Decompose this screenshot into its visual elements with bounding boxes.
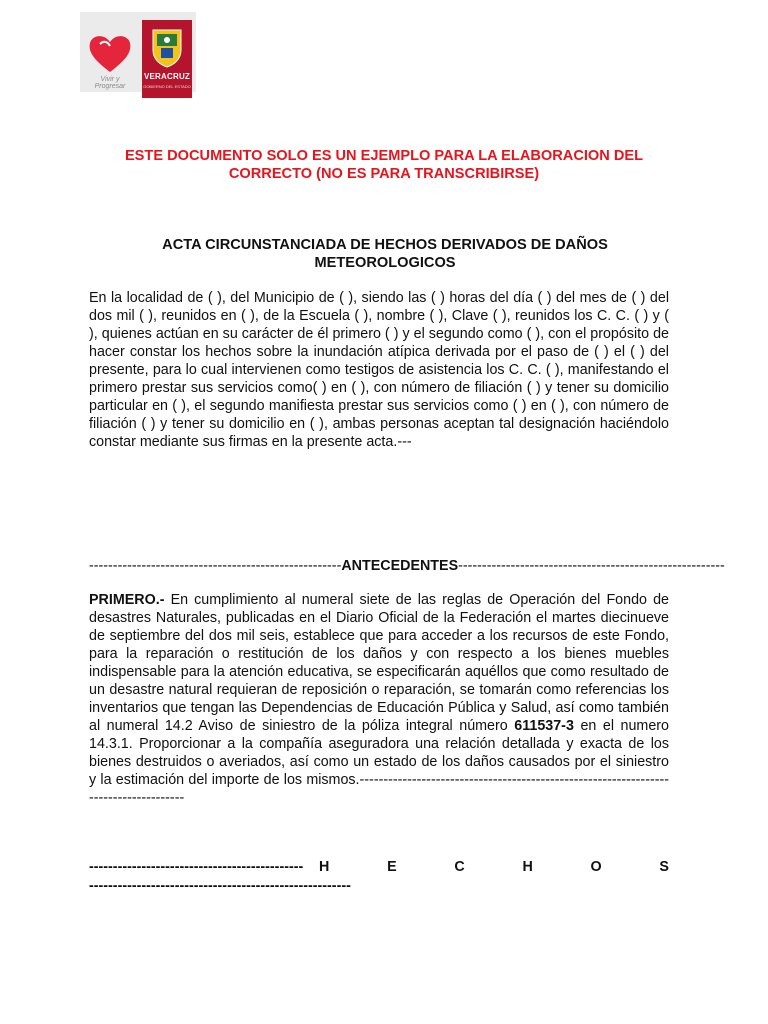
hechos-letter: O [590, 859, 602, 875]
policy-number: 611537-3 [514, 718, 574, 734]
hechos-letter: C [454, 859, 465, 875]
hechos-letters [319, 858, 669, 876]
logo-name: VERACRUZ [143, 72, 191, 81]
hechos-heading [89, 858, 669, 878]
document-title: ACTA CIRCUNSTANCIADA DE HECHOS DERIVADOS DE DAÑOS METEOROLOGICOS [162, 237, 608, 271]
hechos-letter: H [522, 859, 533, 875]
heart-icon [86, 32, 134, 74]
slogan-text [86, 76, 134, 90]
antecedentes-label: ANTECEDENTES [341, 558, 459, 574]
logo-tagline: GOBIERNO DEL ESTADO [143, 84, 191, 89]
header-logos [80, 12, 196, 92]
slogan-line-2: Progresar [94, 83, 126, 90]
primero-paragraph [89, 591, 669, 807]
antecedentes-heading [89, 557, 725, 575]
veracruz-logo [142, 20, 192, 98]
hechos-dashes-bottom: ------------------------------------------------------- [89, 878, 351, 894]
hechos-letter: H [319, 859, 330, 875]
state-slogan-logo [86, 32, 134, 96]
hechos-dashes-left: --------------------------------------------- [89, 859, 304, 875]
slogan-line-1: Vivir y [100, 76, 120, 83]
warning-notice: ESTE DOCUMENTO SOLO ES UN EJEMPLO PARA LA ELABORACION DEL CORRECTO (NO ES PARA TRANSCRIBIRSE) [124, 148, 644, 182]
hechos-letter: E [387, 859, 397, 875]
coat-of-arms-icon [151, 28, 183, 68]
primero-text-part-1: En cumplimiento al numeral siete de las reglas de Operación del Fondo de desastres Naturales, publicadas en el Diario Oficial de la Federación el martes diecinueve de septiembre del dos mil seis, establece que para acceder a los recursos de este Fondo, para la reparación o restitución de los daños y con respecto a los bienes muebles indispensable para la atención educativa, se especificarán aquéllos que como resultado de un desastre natural requieran de reposición o reparación, se tomarán como referencias los inventarios que tengan las Dependencias de Educación Pública y Salud, así como también al numeral 14.2 Aviso de siniestro de la póliza integral número [89, 592, 669, 734]
intro-paragraph: En la localidad de ( ), del Municipio de ( ), siendo las ( ) horas del día ( ) del mes de ( ) del dos mil ( ), reunidos en ( ), de la Escuela ( ), nombre ( ), Clave ( ), reunidos los C. C. ( ) y ( ), quienes actúan en su carácter de él primero ( ) y el segundo como ( ), con el propósito de hacer constar los hechos sobre la inundación atípica derivada por el paso de ( ) el ( ) del presente, para lo cual intervienen como testigos de asistencia los C. C. ( ), manifestando el primero prestar sus servicios como( ) en ( ), con número de filiación ( ) y tener su domicilio particular en ( ), el segundo manifiesta prestar sus servicios como ( ) en ( ), con número de filiación ( ) y tener su domicilio en ( ), ambas personas aceptan tal designación haciéndolo constar mediante sus firmas en la presente acta.--- [89, 290, 669, 450]
antecedentes-dashes-left: ----------------------------------------------------- [89, 558, 342, 574]
hechos-letter: S [659, 859, 669, 875]
primero-text-part-2: en el numero 14.3.1. Proporcionar a la compañía aseguradora una relación detallada y exacta de los bienes destruidos o averiados, así como un estado de los daños causados por el siniestro y la estimación del importe de los mismos.------------------------------------------------------------------------------------- [89, 718, 670, 806]
antecedentes-dashes-right: -------------------------------------------------------- [458, 558, 725, 574]
primero-label: PRIMERO.- [89, 592, 165, 608]
